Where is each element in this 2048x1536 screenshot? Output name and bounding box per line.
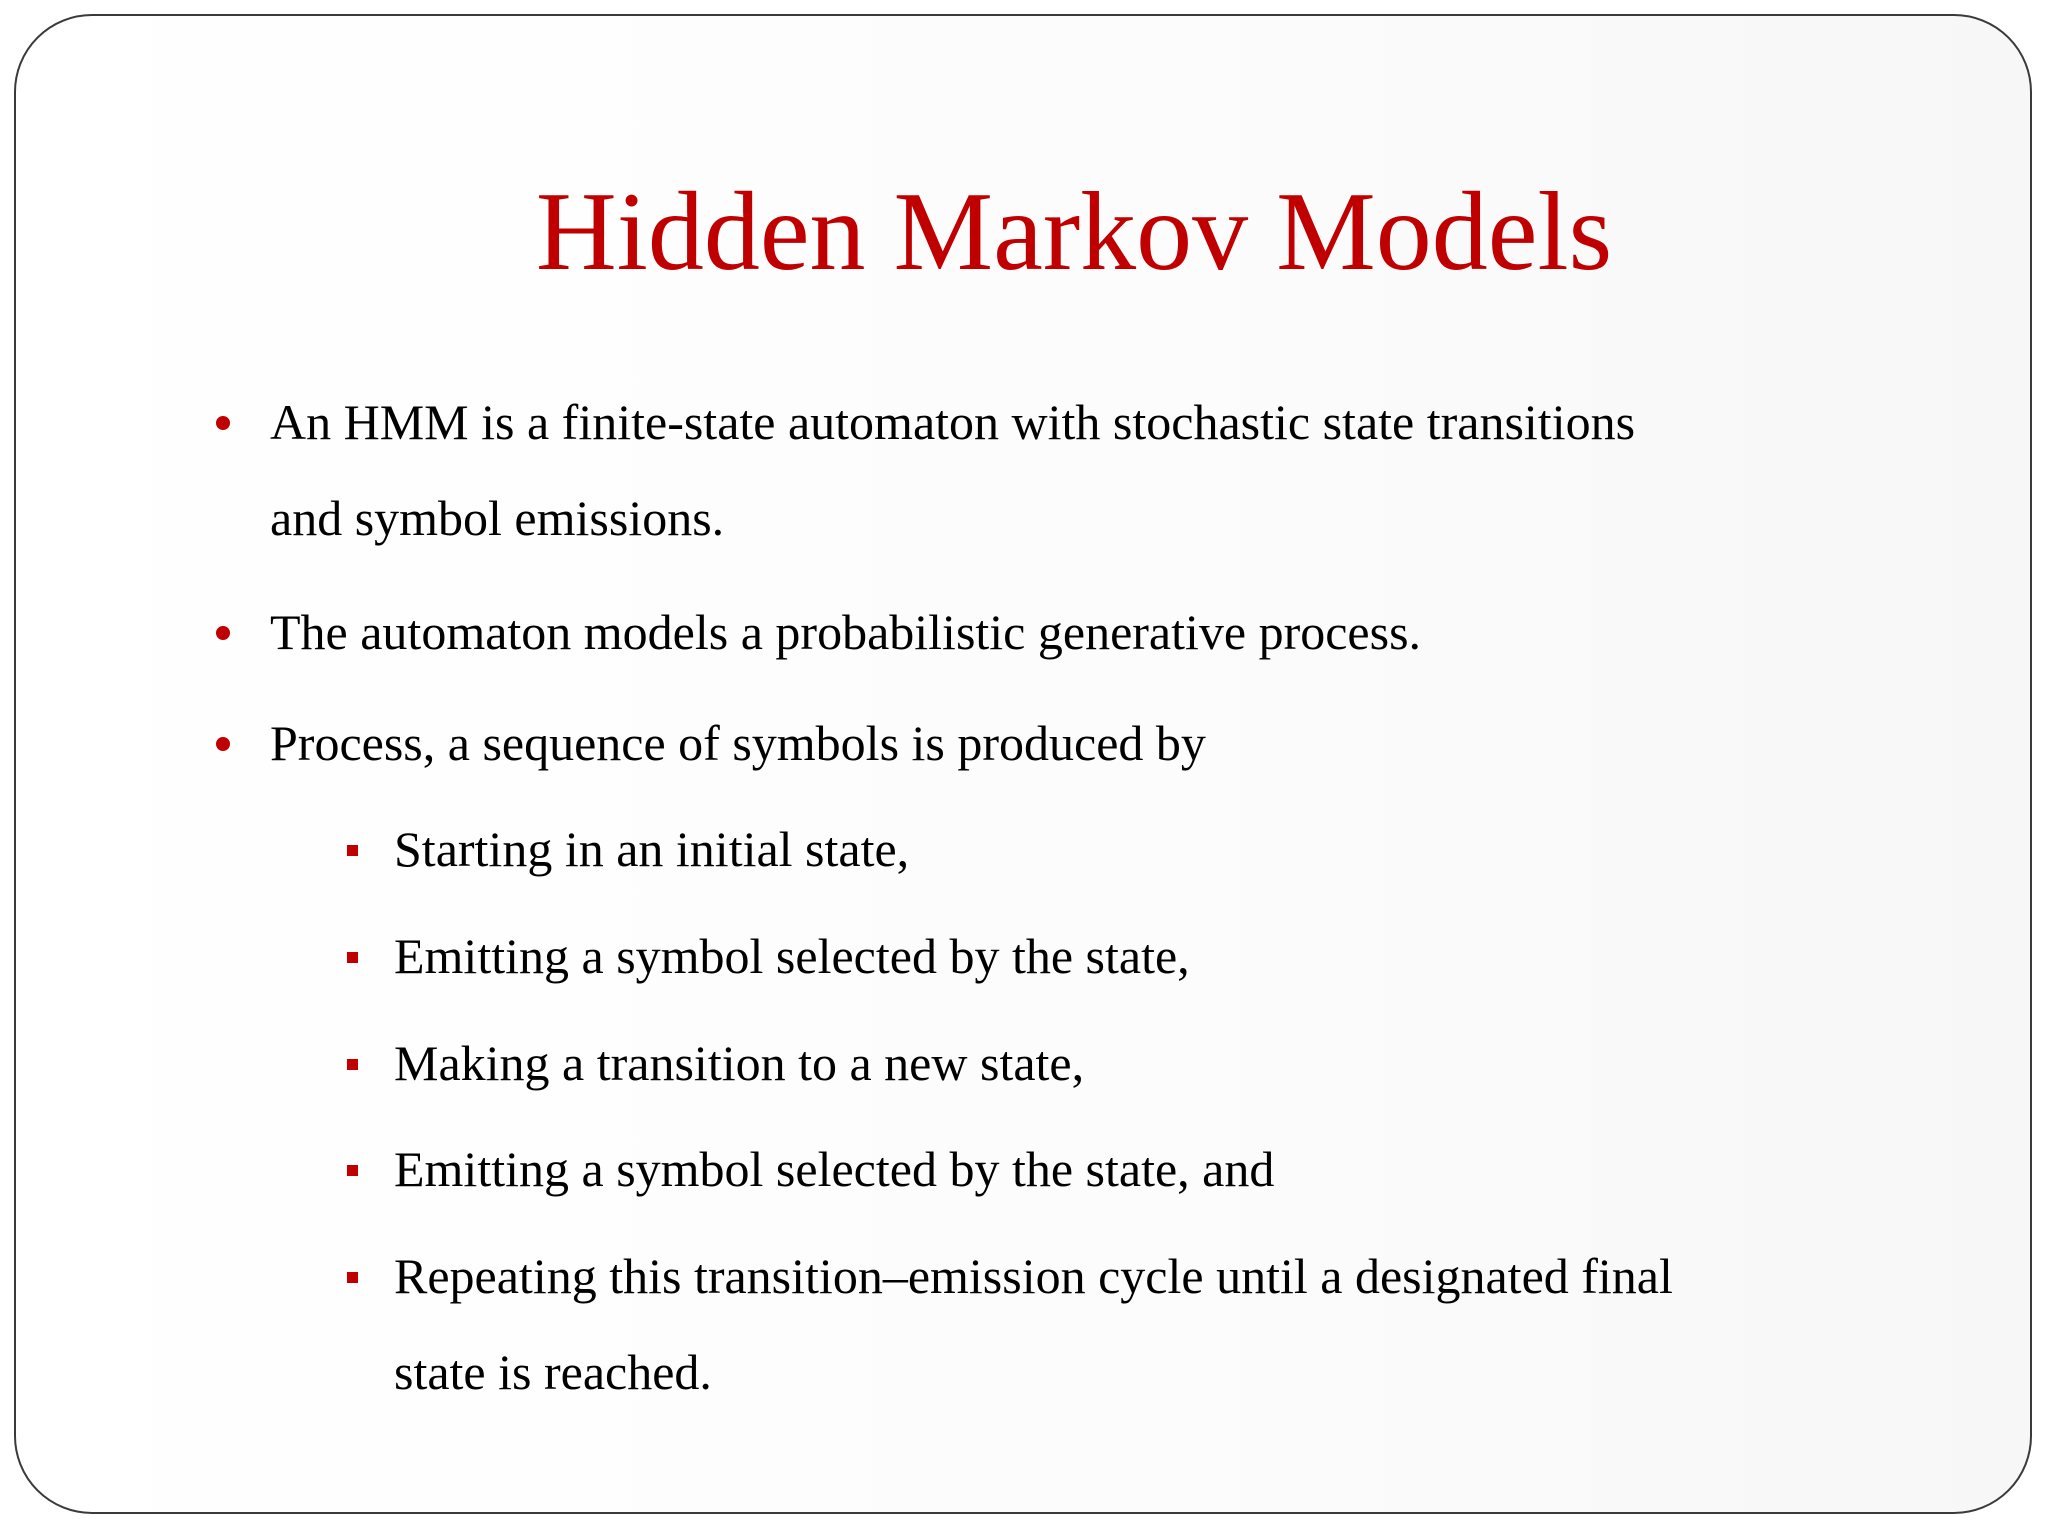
bullet-square-icon bbox=[347, 1272, 358, 1283]
bullet-square-icon bbox=[347, 845, 358, 856]
sub-bullet-text: Repeating this transition–emission cycle until a designated final bbox=[394, 1248, 1673, 1304]
bullet-text: The automaton models a probabilistic generative process. bbox=[270, 604, 1422, 660]
bullet-text-continuation: and symbol emissions. bbox=[270, 490, 725, 546]
bullet-text: Process, a sequence of symbols is produced by bbox=[270, 715, 1206, 771]
bullet-text: An HMM is a finite-state automaton with stochastic state transitions bbox=[270, 394, 1636, 450]
sub-bullet-text: Making a transition to a new state, bbox=[394, 1035, 1085, 1091]
sub-bullet-item bbox=[394, 908, 1190, 1004]
bullet-item bbox=[270, 584, 1421, 680]
sub-bullet-item bbox=[394, 1015, 1084, 1111]
sub-bullet-item bbox=[394, 1121, 1274, 1217]
sub-bullet-text: Starting in an initial state, bbox=[394, 821, 910, 877]
bullet-square-icon bbox=[347, 1059, 358, 1070]
sub-bullet-item bbox=[394, 1228, 1673, 1420]
bullet-item bbox=[270, 695, 1206, 791]
bullet-dot-icon bbox=[216, 416, 230, 430]
bullet-square-icon bbox=[347, 952, 358, 963]
slide-title: Hidden Markov Models bbox=[535, 170, 1613, 294]
sub-bullet-text: Emitting a symbol selected by the state, and bbox=[394, 1141, 1275, 1197]
sub-bullet-item bbox=[394, 801, 909, 897]
sub-bullet-text: Emitting a symbol selected by the state, bbox=[394, 928, 1190, 984]
sub-bullet-text-continuation: state is reached. bbox=[394, 1344, 712, 1400]
bullet-dot-icon bbox=[216, 626, 230, 640]
bullet-item bbox=[270, 374, 1635, 566]
bullet-dot-icon bbox=[216, 737, 230, 751]
bullet-square-icon bbox=[347, 1165, 358, 1176]
